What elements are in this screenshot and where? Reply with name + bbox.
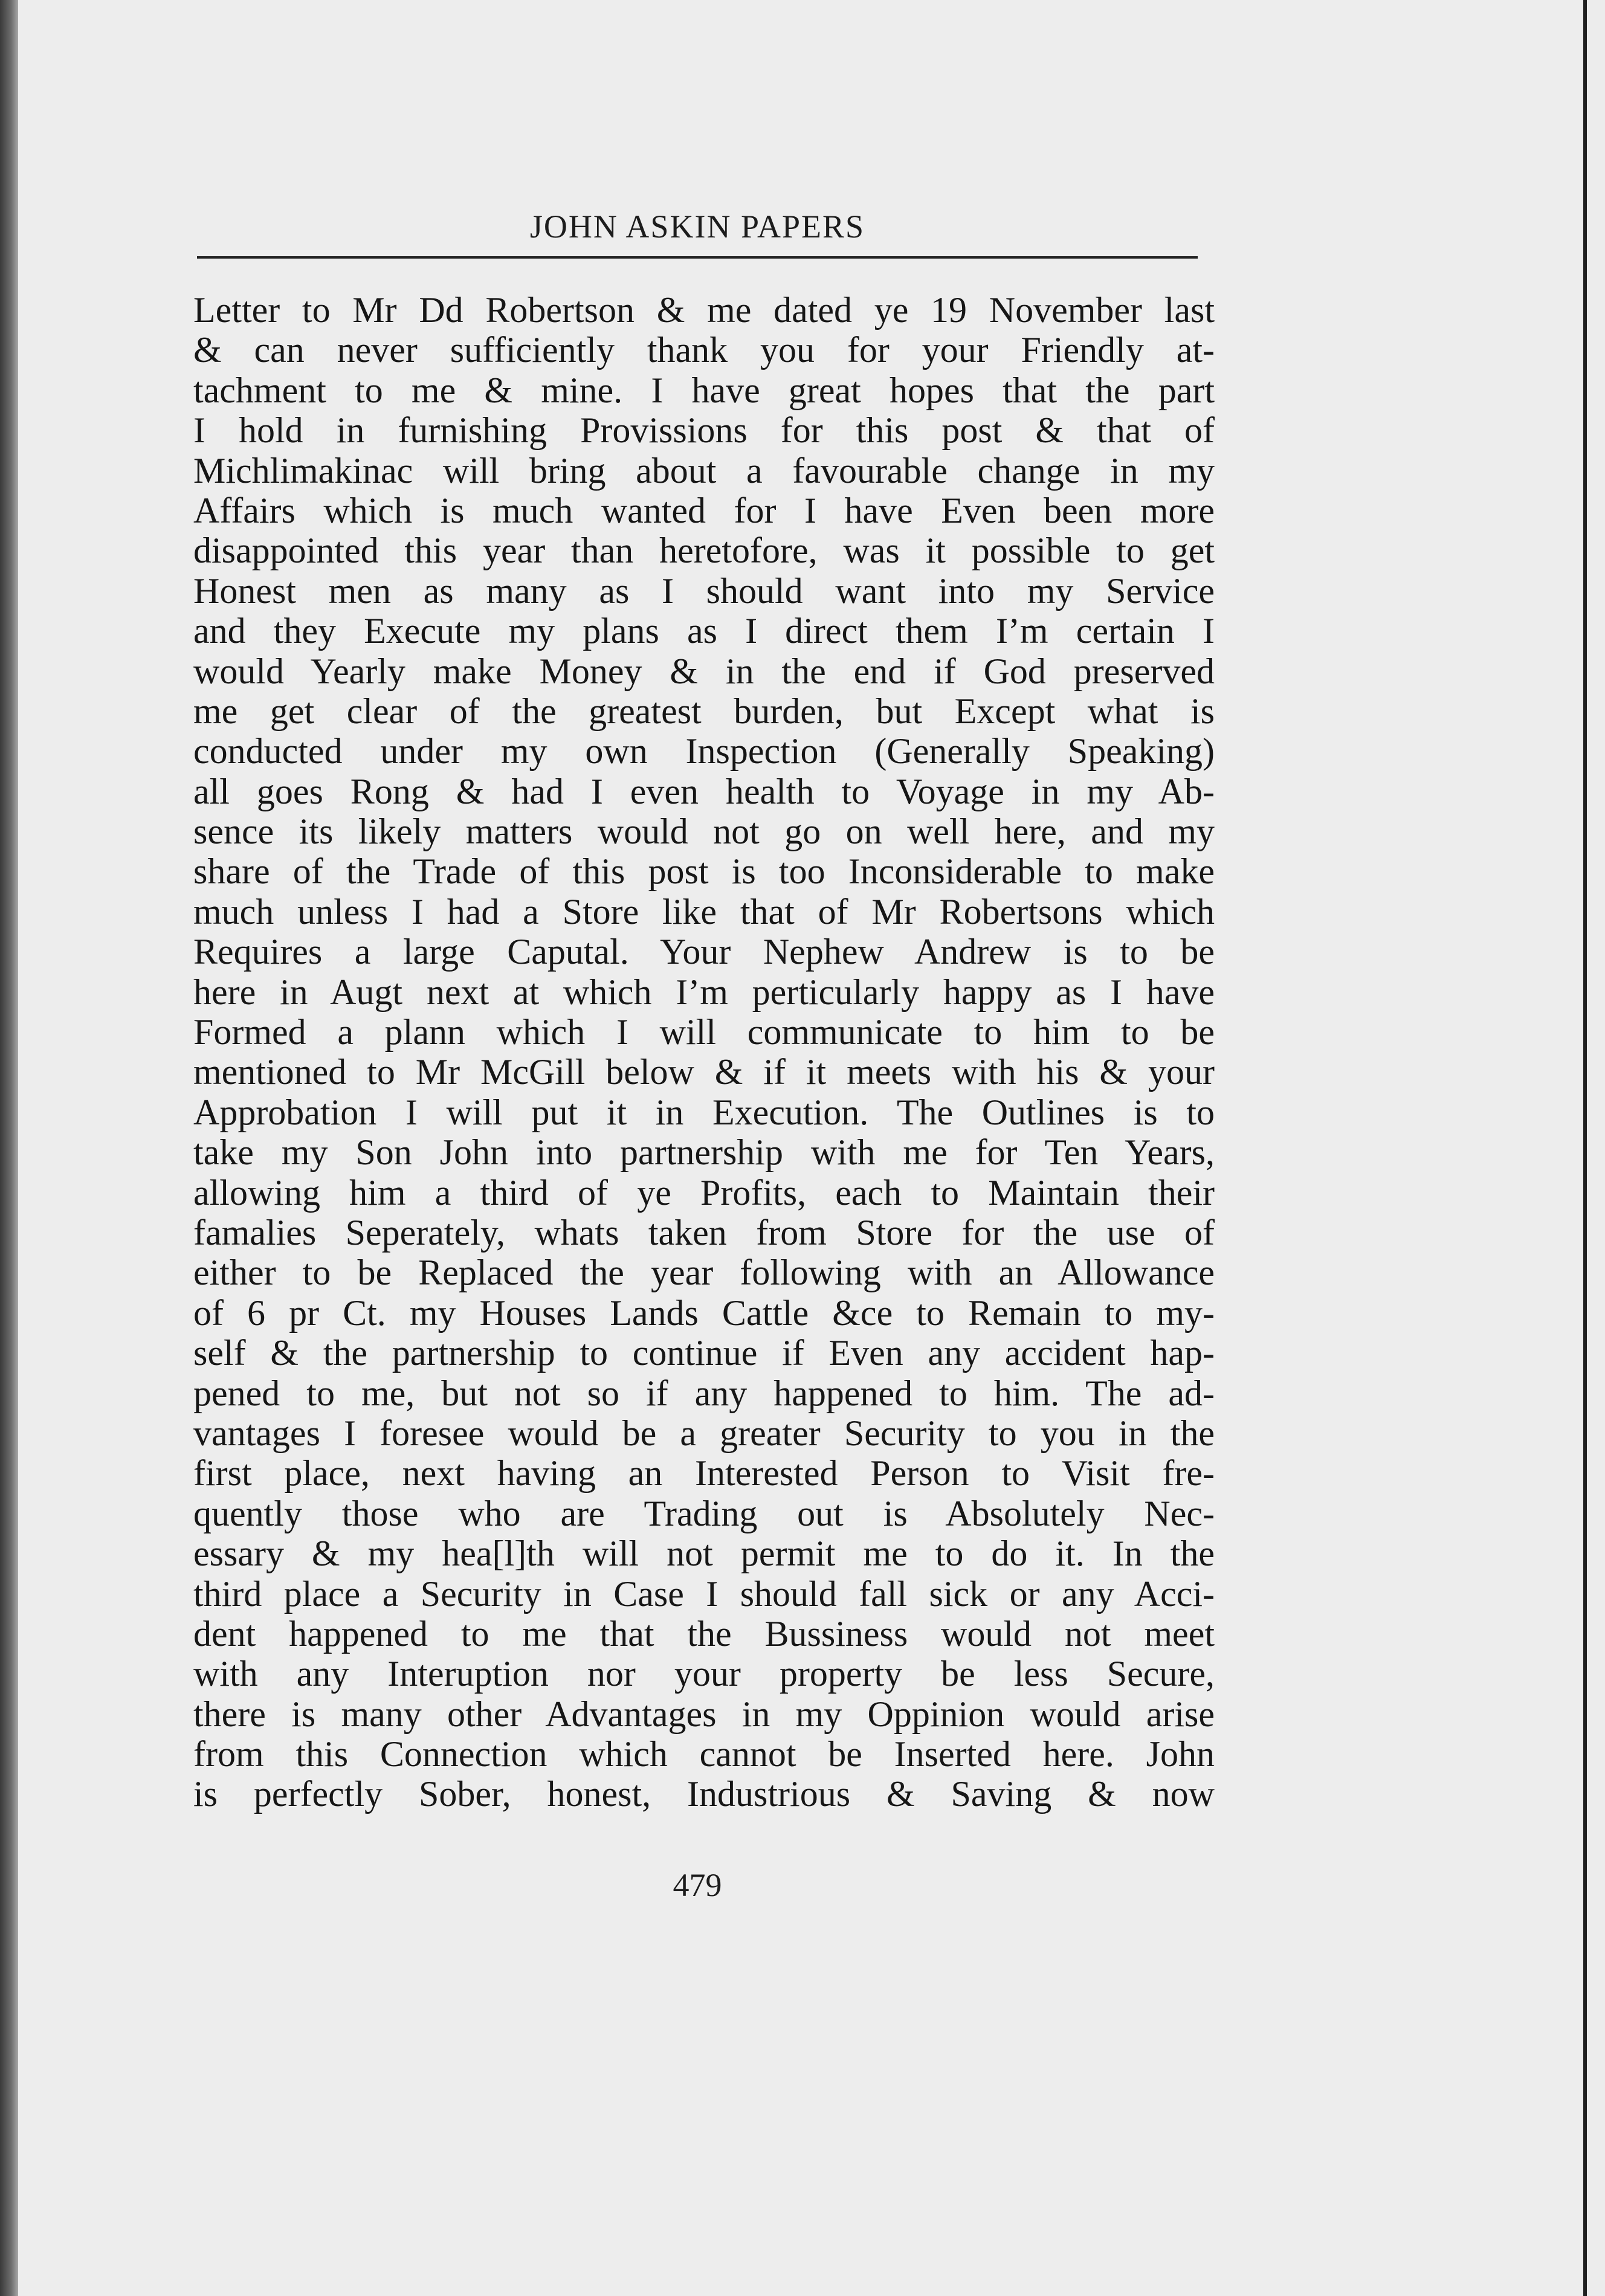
text-line: vantages I foresee would be a greater Security to you in the (193, 1413, 1215, 1453)
page-number: 479 (673, 1867, 722, 1903)
text-line: would Yearly make Money & in the end if God preserved (193, 651, 1215, 691)
header-rule (197, 256, 1198, 259)
text-line: me get clear of the greatest burden, but Except what is (193, 691, 1215, 731)
text-line: here in Augt next at which I’m perticularly happy as I have (193, 972, 1215, 1012)
text-line: either to be Replaced the year following with an Allowance (193, 1253, 1215, 1293)
text-line: Michlimakinac will bring about a favourable change in my (193, 450, 1215, 491)
text-line: Formed a plann which I will communicate to him to be (193, 1012, 1215, 1053)
text-line: all goes Rong & had I even health to Voyage in my Ab- (193, 771, 1215, 811)
text-line: Letter to Mr Dd Robertson & me dated ye 19 November last (193, 290, 1215, 330)
text-line: Affairs which is much wanted for I have Even been more (193, 490, 1215, 530)
text-line: allowing him a third of ye Profits, each to Maintain their (193, 1172, 1215, 1213)
text-line: & can never sufficiently thank you for your Friendly at- (193, 330, 1215, 370)
text-line: Honest men as many as I should want into my Service (193, 570, 1215, 611)
text-line: sence its likely matters would not go on well here, and my (193, 811, 1215, 852)
text-line: much unless I had a Store like that of Mr Robertsons which (193, 891, 1215, 932)
text-line: I hold in furnishing Provissions for this post & that of (193, 410, 1215, 451)
book-page (18, 0, 1587, 2296)
text-line: conducted under my own Inspection (Generally Speaking) (193, 731, 1215, 772)
text-line: take my Son John into partnership with me for Ten Years, (193, 1132, 1215, 1173)
text-line: of 6 pr Ct. my Houses Lands Cattle &ce to Remain to my- (193, 1292, 1215, 1333)
text-line: tachment to me & mine. I have great hopes that the part (193, 370, 1215, 410)
text-line: Requires a large Caputal. Your Nephew Andrew is to be (193, 932, 1215, 972)
text-line: there is many other Advantages in my Oppinion would arise (193, 1694, 1215, 1734)
text-line: disappointed this year than heretofore, was it possible to get (193, 530, 1215, 571)
text-line: mentioned to Mr McGill below & if it meets with his & your (193, 1052, 1215, 1092)
text-line: essary & my hea[l]th will not permit me to do it. In the (193, 1533, 1215, 1574)
text-line: is perfectly Sober, honest, Industrious & Saving & now (193, 1774, 1215, 1814)
text-line: famalies Seperately, whats taken from Store for the use of (193, 1212, 1215, 1253)
text-line: first place, next having an Interested Person to Visit fre- (193, 1453, 1215, 1494)
text-line: from this Connection which cannot be Inserted here. John (193, 1734, 1215, 1775)
text-line: with any Interuption nor your property be less Secure, (193, 1654, 1215, 1694)
text-line: third place a Security in Case I should fall sick or any Acci- (193, 1573, 1215, 1614)
letter-body (193, 290, 1215, 1814)
text-line: share of the Trade of this post is too Inconsiderable to make (193, 851, 1215, 892)
text-line: self & the partnership to continue if Even any accident hap- (193, 1333, 1215, 1373)
text-line: and they Execute my plans as I direct them I’m certain I (193, 611, 1215, 651)
running-head: JOHN ASKIN PAPERS (529, 208, 865, 245)
text-line: quently those who are Trading out is Absolutely Nec- (193, 1493, 1215, 1533)
text-line: Approbation I will put it in Execution. The Outlines is to (193, 1092, 1215, 1132)
text-line: dent happened to me that the Bussiness would not meet (193, 1613, 1215, 1654)
text-line: pened to me, but not so if any happened to him. The ad- (193, 1373, 1215, 1413)
